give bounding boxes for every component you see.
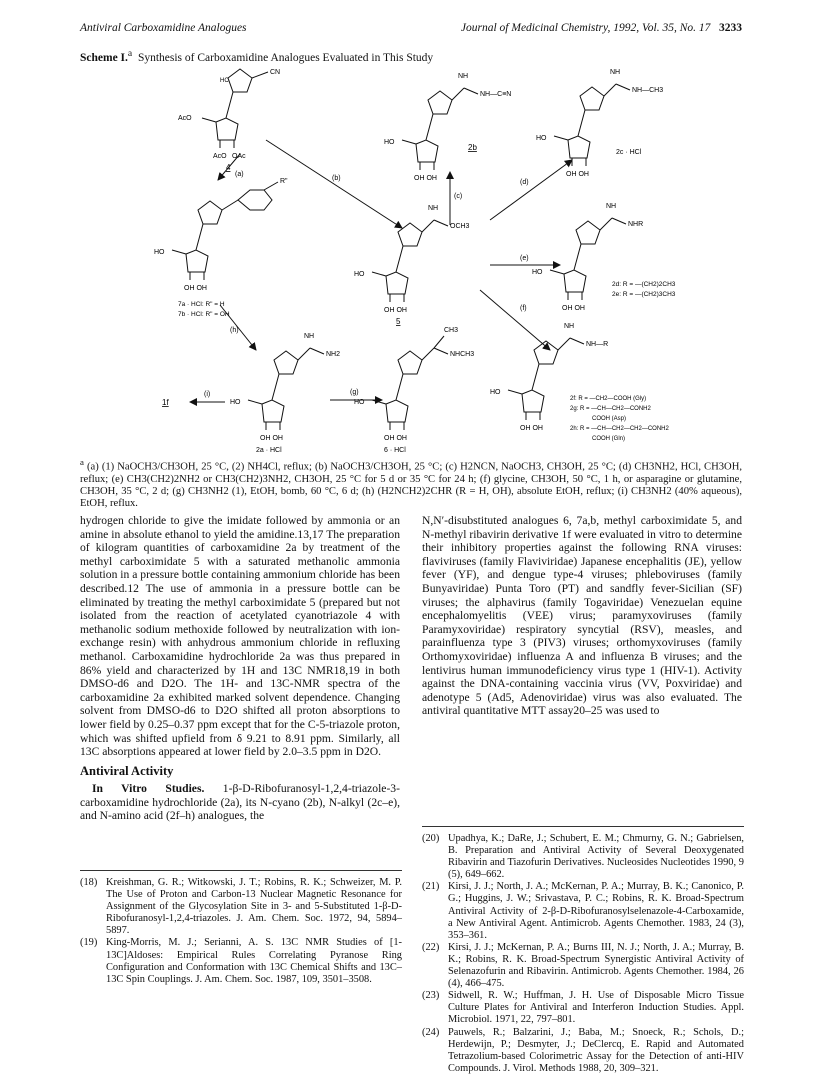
svg-text:2g: R = —CH—CH2—CONH2: 2g: R = —CH—CH2—CONH2 xyxy=(570,406,651,412)
svg-text:HO: HO xyxy=(384,139,395,146)
svg-text:HO: HO xyxy=(154,249,165,256)
svg-text:(b): (b) xyxy=(332,175,341,182)
compound-2b-label: 2b xyxy=(468,143,477,152)
svg-text:OH OH: OH OH xyxy=(562,305,585,312)
svg-text:(f): (f) xyxy=(520,305,527,312)
svg-text:2h: R = —CH—CH2—CH2—CONH2: 2h: R = —CH—CH2—CH2—CONH2 xyxy=(570,426,669,432)
reference-item: (22) Kirsi, J. J.; McKernan, P. A.; Burns III, N. J.; North, J. A.; Murray, B. K.; Robins, R. K. Broad-Spectrum Synergistic Antiviral Activity of Selenazofurin and Ribavirin. Antimicrob. Agents Chemother. 1984, 26 (4), 466–475. xyxy=(422,941,744,990)
svg-text:(g): (g) xyxy=(350,389,359,396)
reference-item: (24) Pauwels, R.; Balzarini, J.; Baba, M.; Snoeck, R.; Schols, D.; Herdewijn, P.; Desmyter, J.; DeClercq, E. Rapid and Automated Tetrazolium-based Colorimetric Assay for the Detection of anti-HIV Compounds. J. Virol. Methods 1988, 20, 309–321. xyxy=(422,1026,744,1074)
svg-text:HC: HC xyxy=(220,78,229,84)
svg-text:COOH (Gln): COOH (Gln) xyxy=(592,436,625,442)
svg-text:COOH (Asp): COOH (Asp) xyxy=(592,416,627,422)
scheme-footnote: $^a$ (a) (1) NaOCH3/CH3OH, 25 °C, (2) NH4Cl, reflux; (b) NaOCH3/CH3OH, 25 °C; (c) H2NCN, NaOCH3, CH3OH, 25 °C; (d) CH3NH2, HCl, CH3OH, reflux; (e) CH3(CH2)2NH2 or CH3(CH2)3NH2, CH3OH, 25 °C for 5 d or 35 °C for 24 h; (f) glycine, CH3OH, 50 °C, 1 h, or asparagine or glutamine, CH3OH, 35 °C, 2 d; (g) CH3NH2 (1), EtOH, bomb, 60 °C, 6 d; (h) (H2NCH2)2CHR (R = H, OH), absolute EtOH, reflux; (i) CH3NH2 (40% aqueous), EtOH, reflux. xyxy=(80,457,742,510)
journal-citation: Journal of Medicinal Chemistry, 1992, Vol. 35, No. 17 3233 xyxy=(460,22,742,34)
compound-2fgh xyxy=(490,323,670,442)
left-column xyxy=(80,514,400,823)
svg-text:NH: NH xyxy=(428,205,439,212)
svg-text:7b · HCl: R" = OH: 7b · HCl: R" = OH xyxy=(178,311,230,318)
svg-text:2d: R = —(CH2)2CH3: 2d: R = —(CH2)2CH3 xyxy=(612,281,676,288)
svg-text:CH3: CH3 xyxy=(444,327,459,334)
svg-text:OH OH: OH OH xyxy=(184,285,207,292)
scheme-title: Scheme I.$^a$ Synthesis of Carboxamidine Analogues Evaluated in This Study xyxy=(80,48,434,64)
reference-item: (18) Kreishman, G. R.; Witkowski, J. T.; Robins, R. K.; Schweizer, M. P. The Use of Proton and Carbon-13 Nuclear Magnetic Resonance for Assignment of the Glycosylation Site in 3- and 5-Substituted 1-β-D-Ribofuranosyl-1,2,4-triazoles. J. Am. Chem. Soc. 1972, 94, 5894–5897. xyxy=(80,877,402,937)
svg-text:HO: HO xyxy=(490,389,501,396)
svg-text:OH OH: OH OH xyxy=(384,307,407,314)
svg-text:OH OH: OH OH xyxy=(384,435,407,442)
svg-text:NHR: NHR xyxy=(628,221,644,228)
svg-text:OH OH: OH OH xyxy=(520,425,543,432)
synthesis-scheme xyxy=(80,60,740,455)
compound-6-label: 6 · HCl xyxy=(384,447,406,454)
running-title: Antiviral Carboxamidine Analogues xyxy=(80,22,247,34)
svg-text:NH: NH xyxy=(610,69,621,76)
compound-2de xyxy=(532,203,676,312)
svg-text:OH OH: OH OH xyxy=(566,171,589,178)
svg-text:7a · HCl: R" = H: 7a · HCl: R" = H xyxy=(178,301,225,308)
svg-text:2f: R = —CH2—COOH (Gly): 2f: R = —CH2—COOH (Gly) xyxy=(570,396,647,402)
svg-text:HO: HO xyxy=(536,135,547,142)
compound-2c-label: 2c · HCl xyxy=(616,149,642,156)
compound-1f-label: 1f xyxy=(162,398,169,407)
svg-text:CN: CN xyxy=(270,69,281,76)
svg-text:(c): (c) xyxy=(454,193,463,200)
svg-text:(h): (h) xyxy=(230,327,239,334)
svg-text:OH OH: OH OH xyxy=(260,435,283,442)
compound-6 xyxy=(354,327,474,454)
svg-text:HO: HO xyxy=(354,399,365,406)
svg-text:NH: NH xyxy=(304,333,315,340)
reference-item: (23) Sidwell, R. W.; Huffman, J. H. Use of Disposable Micro Tissue Culture Plates for Antiviral and Interferon Induction Studies. Appl. Microbiol. 1971, 22, 797–801. xyxy=(422,990,744,1026)
compound-2c xyxy=(536,69,663,178)
compound-2b xyxy=(384,73,511,182)
reference-item: (20) Upadhya, K.; DaRe, J.; Schubert, E. M.; Chmurny, G. N.; Gabrielsen, B. Preparation and Antiviral Activity of Several Deoxygenated Ribavirin and Tiazofurin Derivatives. Nucleosides Nucleotides 1990, 9 (5), 649–662. xyxy=(422,833,744,881)
left-paragraph-2: In Vitro Studies. 1-β-D-Ribofuranosyl-1,2,4-triazole-3-carboxamidine hydrochloride (2a), its N-cyano (2b), N-alkyl (2c–e), and N-amino acid (2f–h) analogues, the xyxy=(80,782,400,823)
svg-text:NH: NH xyxy=(564,323,575,330)
compound-7 xyxy=(154,178,288,318)
svg-text:NH2: NH2 xyxy=(326,351,341,358)
svg-text:R": R" xyxy=(280,178,288,185)
arrow-f xyxy=(480,290,550,350)
svg-text:(e): (e) xyxy=(520,255,529,262)
svg-text:NH—CH3: NH—CH3 xyxy=(632,87,664,94)
compound-4-label: 4 xyxy=(226,163,231,172)
page-number: 3233 xyxy=(719,22,742,34)
svg-text:HO: HO xyxy=(532,269,543,276)
compound-5-label: 5 xyxy=(396,317,401,326)
svg-text:OCH3: OCH3 xyxy=(450,223,470,230)
svg-text:NH: NH xyxy=(606,203,617,210)
arrow-d xyxy=(490,160,572,220)
compound-2a xyxy=(230,333,340,454)
svg-text:NH—C≡N: NH—C≡N xyxy=(480,91,512,98)
references-right xyxy=(422,826,744,1075)
right-paragraph-1: N,N′-disubstituted analogues 6, 7a,b, methyl carboximidate 5, and N-methyl ribavirin derivative 1f were evaluated in vitro to determine their inhibitory properties against the following RNA viruses: flaviviruses (family Flaviviridae) Japanese encephalitis (JE), yellow fever (YF), and dengue type-4 viruses; phleboviruses (family Bunyaviridae) Punta Toro (PT) and sandfly fever-Sicilian (SF) viruses; the alphavirus (family Togaviridae) Venezuelan equine encephalomyelitis (VEE) virus; paramyxoviruses (family Paramyxoviridae) respiratory syncytial (RSV), measles, and parainfluenza type 3 (PIV3) viruses; orthomyxoviruses (family Orthomyxoviridae) influenza A and influenza B viruses; and the lentivirus human immunodeficiency virus type 1 (HIV-1). Activity against the DNA-containing vaccinia virus (VV, Poxviridae) and adenotype 5 (Ad5, Adenoviridae) virus was also evaluated. The antiviral quantitative MTT assay20–25 was used to xyxy=(422,514,742,718)
svg-text:OAc: OAc xyxy=(232,153,246,160)
section-heading: Antiviral Activity xyxy=(80,763,174,778)
svg-text:(d): (d) xyxy=(520,179,529,186)
left-paragraph-1: hydrogen chloride to give the imidate followed by ammonia or an amine in absolute ethanol to yield the amidine.13,17 The preparation of kilogram quantities of carboxamidine 2a by treatment of the methyl carboximidate 5 with a saturated methanolic ammonia solution in a pressure bottle containing ammonium chloride has been described.12 The use of ammonia in a pressure bottle can be eliminated by treating the methyl carboximidate 5 (prepared but not isolated from the reaction of acetylated cyanotriazole 4 with methanolic sodium methoxide followed by neutralization with ion-exchange resin) with anhydrous ammonium chloride in refluxing methanol. Carboxamidine hydrochloride 2a was thus prepared in 86% yield and characterized by 1H and 13C NMR18,19 in both DMSO-d6 and D2O. The 1H- and 13C-NMR spectra of the carboxamidine 2a exhibited marked solvent dependence. Changing solvent from DMSO-d6 to D2O shifted all proton absorptions to lower field by 0.25–0.37 ppm except that for the C-5-triazole proton, which was shifted upfield from δ 9.21 to 8.91 ppm. Similarly, all 13C absorptions appeared at lower field by 2.0–3.5 ppm in D2O. xyxy=(80,514,400,759)
svg-text:NHCH3: NHCH3 xyxy=(450,351,475,358)
references-left xyxy=(80,870,402,986)
svg-text:(i): (i) xyxy=(204,391,211,398)
svg-text:(a): (a) xyxy=(235,171,244,178)
svg-text:NH—R: NH—R xyxy=(586,341,609,348)
svg-text:NH: NH xyxy=(458,73,469,80)
svg-text:HO: HO xyxy=(354,271,365,278)
right-column xyxy=(422,514,742,718)
compound-5 xyxy=(354,205,470,326)
svg-text:OH OH: OH OH xyxy=(414,175,437,182)
compound-2a-label: 2a · HCl xyxy=(256,447,282,454)
reference-item: (19) King-Morris, M. J.; Serianni, A. S. 13C NMR Studies of [1-13C]Aldoses: Empirical Rules Correlating Pyranose Ring Configuration and Conformation with 13C Chemical Shifts and 13C–13C Spin Couplings. J. Am. Chem. Soc. 1987, 109, 3501–3508. xyxy=(80,937,402,985)
reference-item: (21) Kirsi, J. J.; North, J. A.; McKernan, P. A.; Murray, B. K.; Canonico, P. G.; Huggins, J. W.; Srivastava, P. C.; Robins, R. K. Broad-Spectrum Antiviral Activity of 2-β-D-Ribofuranosylselenazole-4-Carboxamide, a New Antiviral Agent. Antimicrob. Agents Chemother. 1983, 24 (3), 353–361. xyxy=(422,881,744,941)
compound-4 xyxy=(178,69,280,172)
svg-text:HO: HO xyxy=(230,399,241,406)
svg-text:2e: R = —(CH2)3CH3: 2e: R = —(CH2)3CH3 xyxy=(612,291,676,298)
svg-text:AcO: AcO xyxy=(178,115,192,122)
svg-text:AcO: AcO xyxy=(213,153,227,160)
